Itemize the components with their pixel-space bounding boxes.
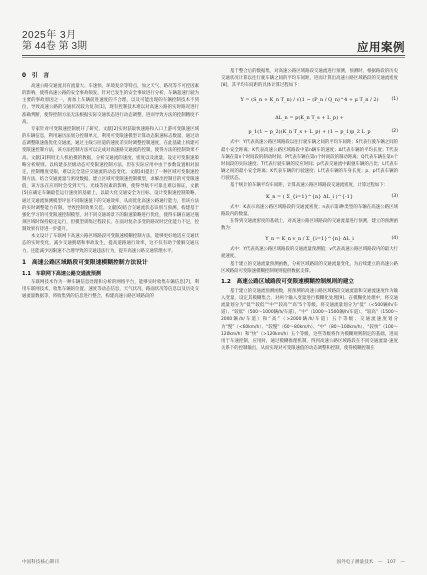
paragraph: 式中：Y代表高速公路区域路段以往行驶车辆之间的平均车间距；S代表行驶车辆之间的最小安全距离；K代表高速公路区域路段中第n辆车的速度；Δ代表车辆的平均长度；T代表车辆在第n个时间段的制动时间；P代表车辆在第n个时间段的制动距离；Q代表车辆在第n个时间段的实际速度；T代表行驶车辆的反应时间；p代表交通流中跟驰车辆的占比；L代表车辆之间的最小安全距离；K代表车辆的行驶速度；L代表车辆的车身长度；p、p代表车辆的行驶状态。 xyxy=(221,140,398,182)
paragraph: 基于统计的车辆平均车间距，计算高速公路区域路段交通流密度，计算过程如下： xyxy=(230,183,389,189)
header-divider xyxy=(22,55,405,56)
paragraph: 式中：Y代表高速公路区域路段的交通流量预测值；v代表高速公路区域路段内的最大行驶速度。 xyxy=(221,247,398,260)
left-column xyxy=(22,68,199,300)
issue-date: 2025年 3月 xyxy=(22,30,77,41)
equation-1 xyxy=(221,89,398,111)
equation-3 xyxy=(221,190,398,204)
paragraph: 高速公路交通流具有流量大、车速快、环境复杂等特点，加之天气、路况等不可控因素的影响，使得高速公路的安全事故频发，针对已发生的安全事故进行分析，车辆超速行驶为主要的事故原因之一，再加上车辆前进速度的不合理，以及可能出现的车辆控制技术不到位，导致高速公路的交通状况较为复杂[1]，现有控制技术难以对高速公路的实时路况进行准确判断，使得控制方法无法根据实际交通状态进行动态调整，进而导致方法的控制精度不高。 xyxy=(22,84,199,125)
paragraph: 基于建立的交通流预测函数，将预测的高速公路区域路段交通流量和交通流速度作为输入变量，设定其模糊集合，对两个输入变量进行模糊化处理[9]。在模糊化处理中，将交通流量划分为“低”“较低”“中”“较高”“高”5个等级。将交通流量划分为“低”（<500辆/h/车道）、“较低”（500～1000辆/h/车道）、“中”（1000～1500辆/h/车道）、“较高”（1500～2000辆/h/车道）和“高”（>2000辆/h/车道）五个等级；交通流速度划分为“慢”（<60km/h）、“较慢”（60～80km/h）、“中”（80～100km/h）、“较快”（100～120km/h）和“快”（>120km/h）五个等级，这些等级将作为模糊规则制定的基础，进而用于车速控制，应用时，通过模糊推理机制，得到高速公路区域路段在不同交通流量-速度关系下的控制输出，从而实现对可变限速值的动态调整和控制，使得模糊控制在 xyxy=(221,288,398,352)
paragraph: 专家针对可变限速控制展开了研究，文献[2]实时获取快速路和入口上游可变限速区域的车辆信息，利用遍历法划分控制单元，利用可变限速模型计算动态限速标志数量，通过动态调整限速值优化交通流，通过主线与匝道的速度差实时调整控制速度，在此基础上构建可变限速控制方法，该方法控制方法可以完成对高速路交通流的控制，使得方法的控制效果不高。文献[3]利用无人机拍摄的数据，分析交通流的速度、密度以及流量，设定可变限速策略分析规则。以构建多层级动态可变限速控制方法，但在实际应用中由于参数设置相对固定，控制精度受限，难以完全适应交通流的动态变化。文献[4]提出了一种区域可变限速控制方法，结合交通流量与密度数据，建立区域可变限速控制模型，求解出控制目的可变限速值，该方法在应用时会受到天气、光线等因素的影响，使得导航不可靠且难以保证。文献[5]在确定车辆最佳运行速度的基础上，以最大化交通安全为目标，设计变限速控制策略，通过交通流预测模型评估不同限速值下的交通效率，从而优化高速公路通行能力，但该方法的实时调整能力有限，导致控制效果欠佳。文献[6]结合交通流状态识别与预测，构建基于强化学习的可变限速控制模型，对不同交通场景下的限速策略进行优化，使得车辆在通过瓶颈区域时保持稳定运行，但模型训练过程较长，在面对复杂多变的路况时泛化能力不足，控制效果有待进一步提升。 xyxy=(22,126,199,233)
section-title: 应用案例 xyxy=(357,40,405,54)
paragraph: 基于整合后的数据集，对高速公路区域路段交通流进行预测，预测时，根据路段的历史交通状况计算以往行驶车辆之间的平均车间距，进而计算出高速公路区域路段的交通流密度[8]，其平均车间距的具体计算过程如下： xyxy=(221,69,398,89)
subsection-heading-1-1: 1.1 车联网下高速公路交通流预测 xyxy=(22,270,101,277)
subsection-heading-1-2: 1.2 高速公路区域路段可变限速模糊控制规则的建立 xyxy=(221,278,354,285)
equation-2-line-2 xyxy=(221,125,398,139)
equation-2-number: (2) xyxy=(391,129,398,135)
equation-3-number: (3) xyxy=(391,193,398,199)
section-heading-intro: 0 引 言 xyxy=(22,73,50,79)
equation-4 xyxy=(221,232,398,246)
equation-4-number: (4) xyxy=(391,236,398,242)
page-header xyxy=(0,0,427,66)
equation-2a-body: ΔL_n = p(K_n T_s + L_p) + xyxy=(275,115,344,122)
paragraph: 在得到交通流密度的基础上，对高速公路区域路段的交通流量进行预测，建立的预测函数为： xyxy=(221,218,398,232)
footer-page-info: 国外电子测量技术 — 107 — xyxy=(336,560,405,565)
header-divider-thin xyxy=(22,57,405,58)
issue-volume: 第 44卷 第 3期 xyxy=(22,41,88,52)
equation-1-body: Y = (S_n + K_n T_n) / √(1 − (P_n / Q_n)^4 + μ T_n / 2) xyxy=(240,97,379,104)
equation-2-line-1 xyxy=(221,111,398,125)
page-footer xyxy=(22,558,405,568)
equation-2b-body: p_1(1 − p_2)(K_n T_s + L_p) + (1 − p_1)p_2 L_p xyxy=(248,129,371,136)
equation-4-body: Y_n = K_n v_n / Σ_{i=1}^{n} ΔL_i xyxy=(265,236,354,243)
paragraph: 基于建立的交通流量预测函数，分析区域路段的交通流量变化，为后续建立的高速公路区域路段可变限速模糊控制规则提供数据支撑。 xyxy=(221,261,398,274)
right-column xyxy=(221,68,398,352)
paragraph: 式中：K表示高速公路区域路段的交通流密度；n表示第i种类型的车辆在高速公路区域路段内的数量。 xyxy=(221,204,398,217)
section-heading-1: 1 高速公路区域路段可变限速模糊控制方法设计 xyxy=(22,259,148,266)
equation-1-number: (1) xyxy=(391,97,398,103)
paragraph: 车联网技术作为一种车辆信息处理和分析的网络平台，能够实时收集车辆信息[7]，利用车联网技术，收集车辆的位置、速度等动态信息，天气状况、路面状况等信息以及历史交通流量数据等，将收集到的信息进行整合，构建高速公路区域路段的 xyxy=(22,279,199,300)
paragraph: 本文设计了车联网下高速公路区域路段可变限速模糊控制方法，能够更好地适应交通状态的实时变化，减少交通拥堵和事故发生，提高道路通行效率，这不仅有助于缓解交通压力，还能减少因限速不合理导致的交通违法行为，提升高速公路交通管理水平。 xyxy=(22,234,199,254)
equation-3-body: K_n = ( Σ_{i=1}^{n} ΔL_i )^{-1} xyxy=(265,193,354,200)
footer-journal-tag: 中国科技核心期刊 xyxy=(22,560,59,565)
